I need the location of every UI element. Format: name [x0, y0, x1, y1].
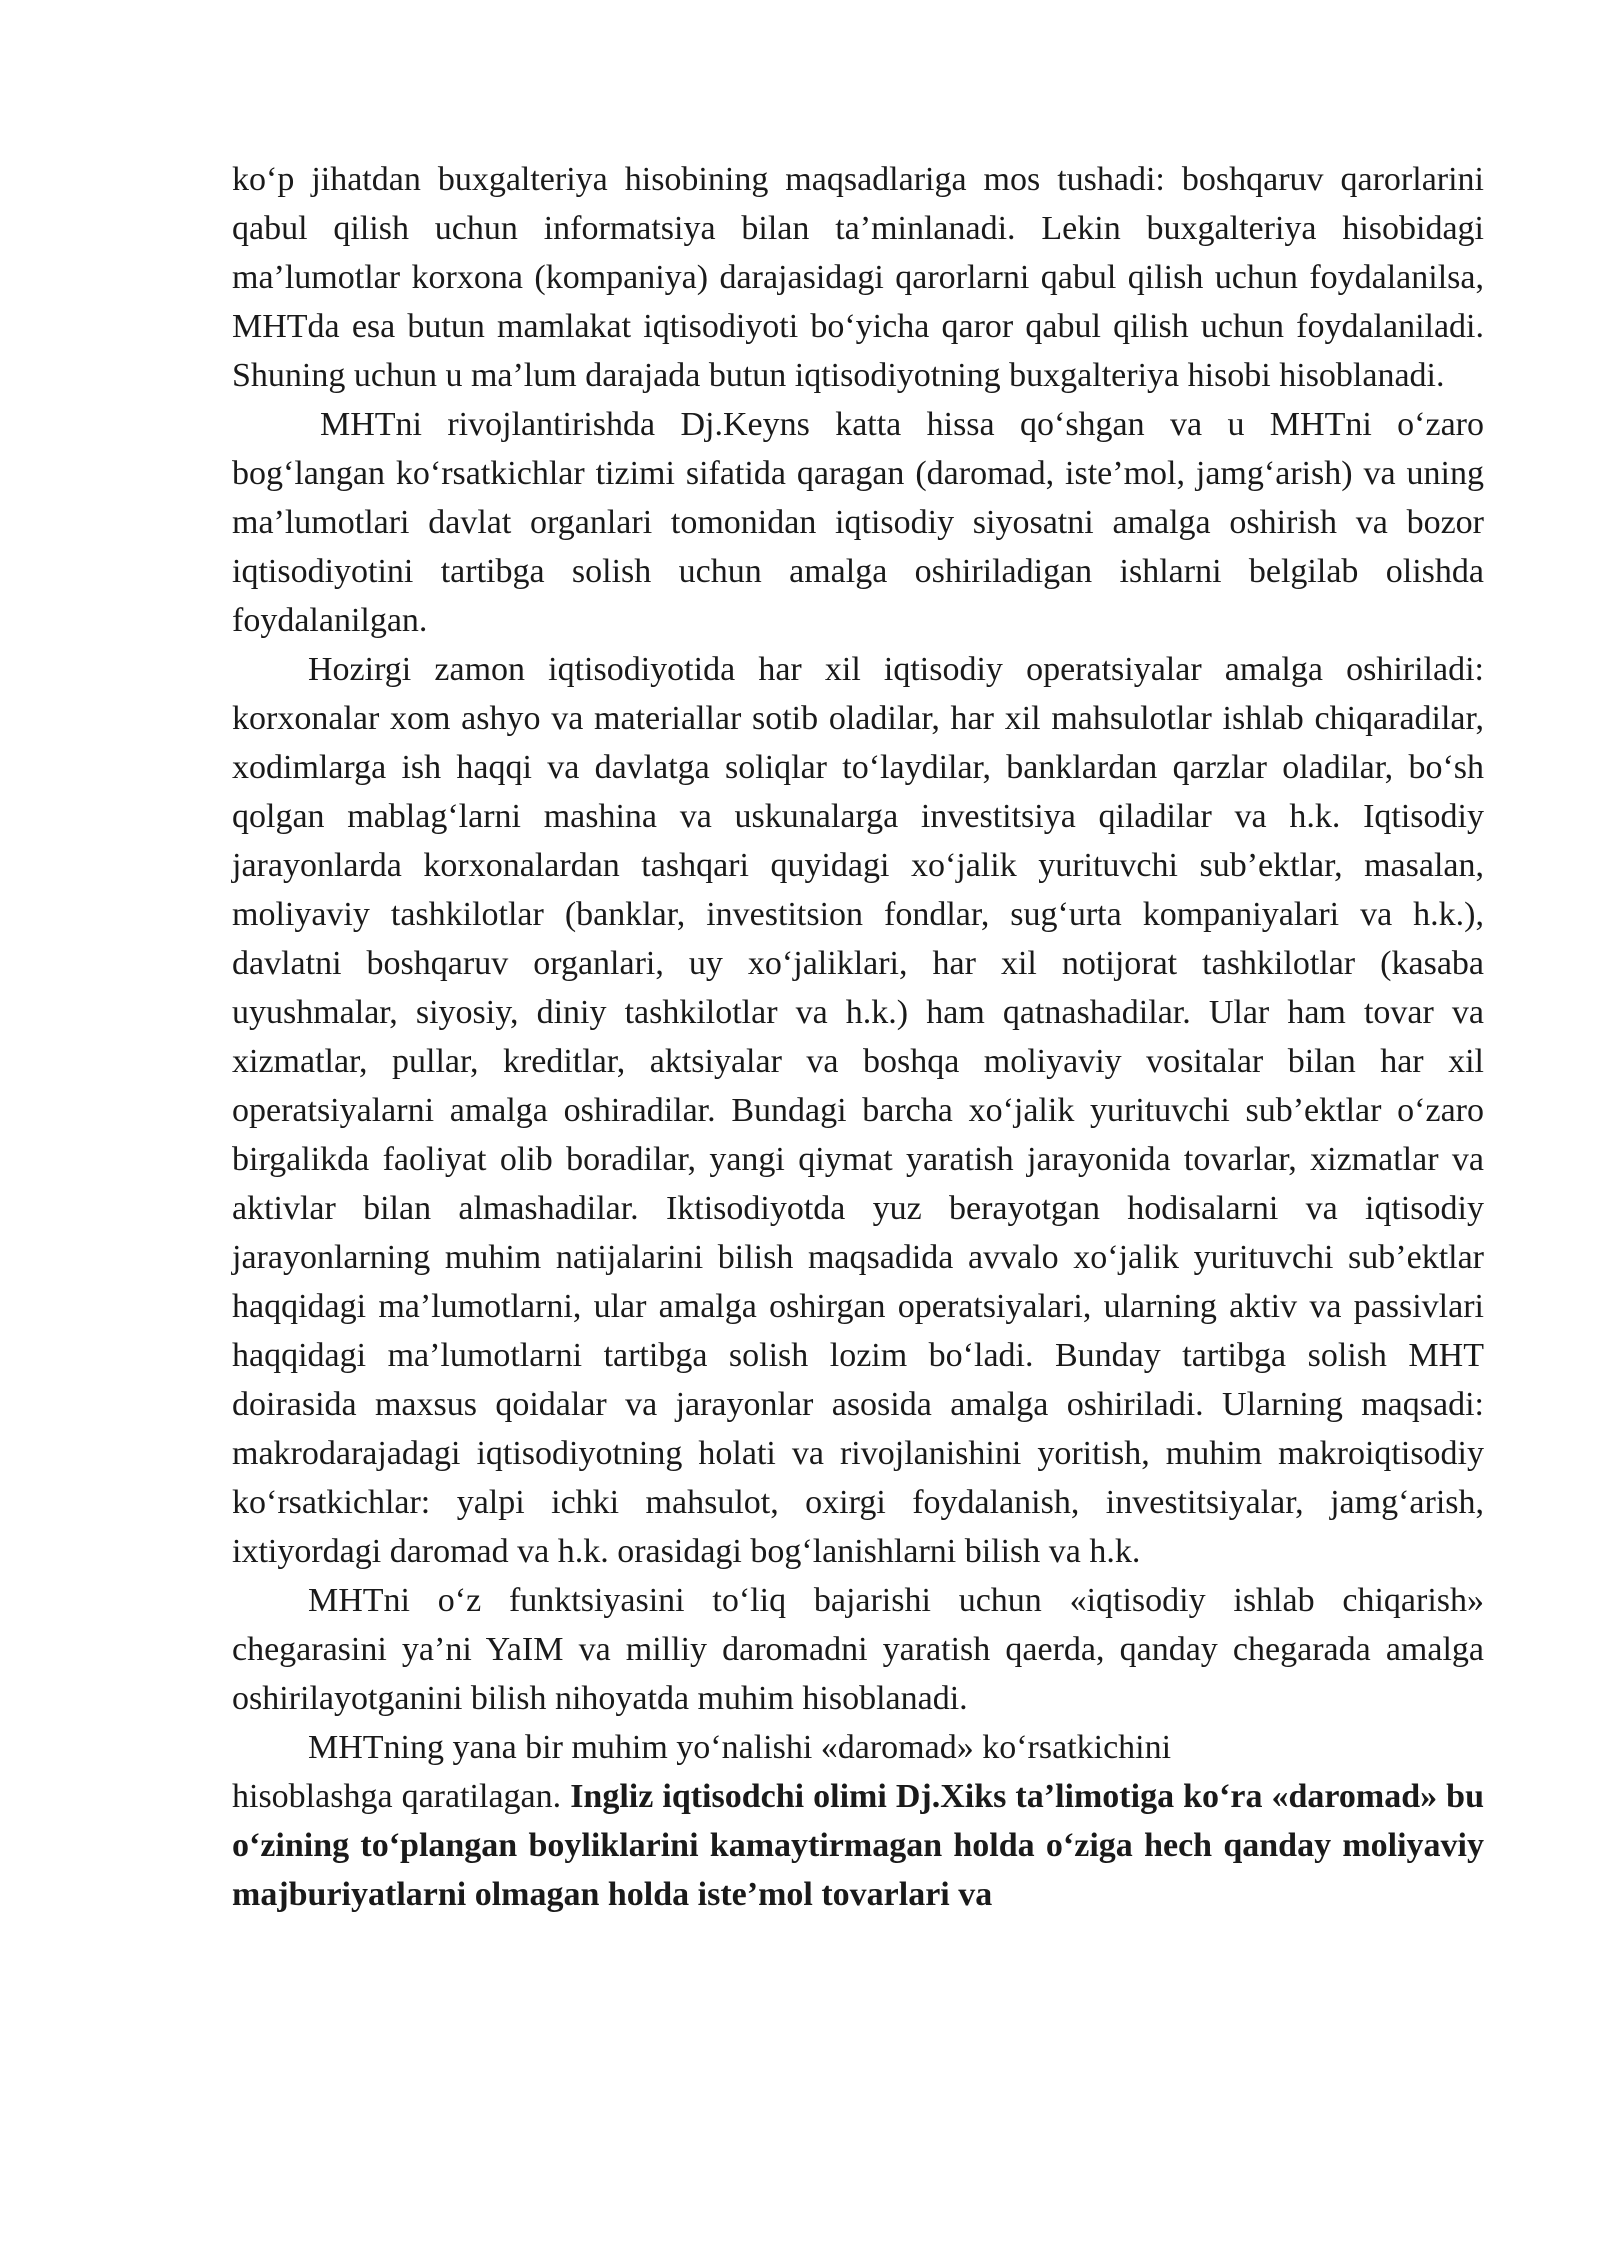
paragraph-2: MHTni rivojlantirishda Dj.Keyns katta hissa qo‘shgan va u MHTni o‘zaro bog‘langan ko‘rsatkichlar tizimi sifatida qaragan (daromad, iste’mol, jamg‘arish) va uning ma’lumotlari davlat organlari tomonidan iqtisodiy siyosatni amalga oshirish va bozor iqtisodiyotini tartibga solish uchun amalga oshiriladigan ishlarni belgilab olishda foydalanilgan.	[232, 406, 1484, 639]
document-page	[232, 155, 1484, 1919]
paragraph-1: ko‘p jihatdan buxgalteriya hisobining maqsadlariga mos tushadi: boshqaruv qarorlarini qabul qilish uchun informatsiya bilan ta’minlanadi. Lekin buxgalteriya hisobidagi ma’lumotlar korxona (kompaniya) darajasidagi qarorlarni qabul qilish uchun foydalanilsa, MHTda esa butun mamlakat iqtisodiyoti bo‘yicha qaror qabul qilish uchun foydalaniladi. Shuning uchun u ma’lum darajada butun iqtisodiyotning buxgalteriya hisobi hisoblanadi.	[232, 161, 1484, 394]
paragraph-5-plain-text: hisoblashga qaratilagan.	[232, 1778, 571, 1815]
paragraph-5-line-1: MHTning yana bir muhim yo‘nalishi «daromad» ko‘rsatkichini	[308, 1729, 1172, 1766]
paragraph-4: MHTni o‘z funktsiyasini to‘liq bajarishi uchun «iqtisodiy ishlab chiqarish» chegarasini ya’ni YaIM va milliy daromadni yaratish qaerda, qanday chegarada amalga oshirilayotganini bilish nihoyatda muhim hisoblanadi.	[232, 1582, 1484, 1717]
paragraph-3: Hozirgi zamon iqtisodiyotida har xil iqtisodiy operatsiyalar amalga oshiriladi: korxonalar xom ashyo va materiallar sotib oladilar, har xil mahsulotlar ishlab chiqaradilar, xodimlarga ish haqqi va davlatga soliqlar to‘laydilar, banklardan qarzlar oladilar, bo‘sh qolgan mablag‘larni mashina va uskunalarga investitsiya qiladilar va h.k. Iqtisodiy jarayonlarda korxonalardan tashqari quyidagi xo‘jalik yurituvchi sub’ektlar, masalan, moliyaviy tashkilotlar (banklar, investitsion fondlar, sug‘urta kompaniyalari va h.k.), davlatni boshqaruv organlari, uy xo‘jaliklari, har xil notijorat tashkilotlar (kasaba uyushmalar, siyosiy, diniy tashkilotlar va h.k.) ham qatnashadilar. Ular ham tovar va xizmatlar, pullar, kreditlar, aktsiyalar va boshqa moliyaviy vositalar bilan har xil operatsiyalarni amalga oshiradilar. Bundagi barcha xo‘jalik yurituvchi sub’ektlar o‘zaro birgalikda faoliyat olib boradilar, yangi qiymat yaratish jarayonida tovarlar, xizmatlar va aktivlar bilan almashadilar. Iktisodiyotda yuz berayotgan hodisalarni va iqtisodiy jarayonlarning muhim natijalarini bilish maqsadida avvalo xo‘jalik yurituvchi sub’ektlar haqqidagi ma’lumotlarni, ular amalga oshirgan operatsiyalari, ularning aktiv va passivlari haqqidagi ma’lumotlarni tartibga solish lozim bo‘ladi. Bunday tartibga solish MHT doirasida maxsus qoidalar va jarayonlar asosida amalga oshiriladi. Ularning maqsadi: makrodarajadagi iqtisodiyotning holati va rivojlanishini yoritish, muhim makroiqtisodiy ko‘rsatkichlar: yalpi ichki mahsulot, oxirgi foydalanish, investitsiyalar, jamg‘arish, ixtiyordagi daromad va h.k. orasidagi bog‘lanishlarni bilish va h.k.	[232, 651, 1484, 1570]
paragraph-5-bold-text: Ingliz iqtisodchi olimi Dj.Xiks ta’limotiga ko‘ra «daromad» bu o‘zining to‘plangan boyliklarini kamaytirmagan holda o‘ziga hech qanday moliyaviy majburiyatlarni olmagan holda iste’mol tovarlari va	[232, 1778, 1484, 1913]
paragraph-5-continuation	[232, 1772, 1484, 1919]
